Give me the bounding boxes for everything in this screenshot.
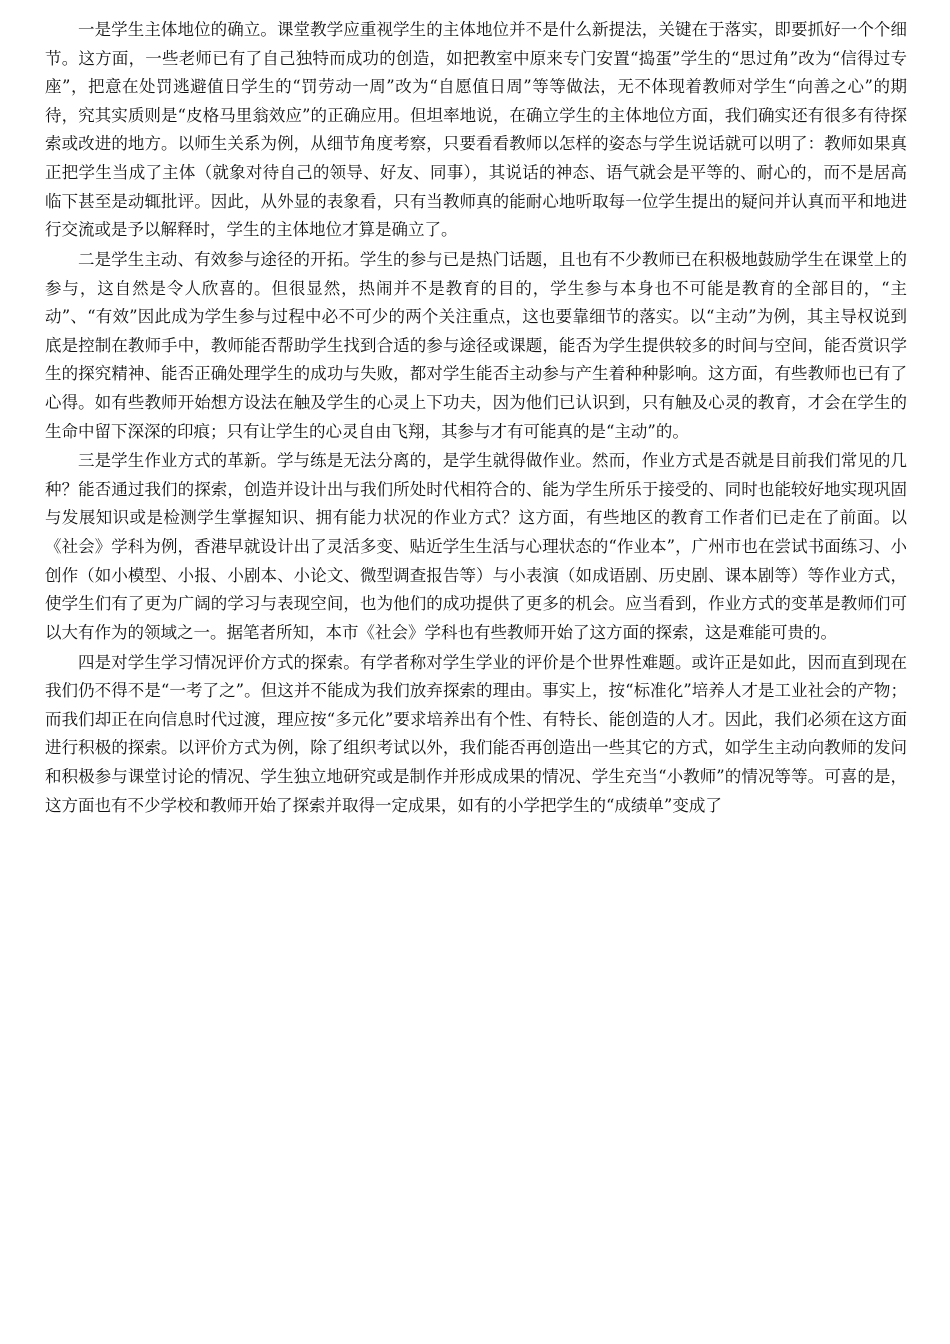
paragraph-1: 一是学生主体地位的确立。课堂教学应重视学生的主体地位并不是什么新提法，关键在于落实，即要抓好一个个细节。这方面，一些老师已有了自己独特而成功的创造，如把教室中原来专门安置“捣蛋”学生的“思过角”改为“信得过专座”，把意在处罚逃避值日学生的“罚劳动一周”改为“自愿值日周”等等做法，无不体现着教师对学生“向善之心”的期待，究其实质则是“皮格马里翁效应”的正确应用。但坦率地说，在确立学生的主体地位方面，我们确实还有很多有待探索或改进的地方。以师生关系为例，从细节角度考察，只要看看教师以怎样的姿态与学生说话就可以明了：教师如果真正把学生当成了主体（就象对待自己的领导、好友、同事），其说话的神态、语气就会是平等的、耐心的，而不是居高临下甚至是动辄批评。因此，从外显的表象看，只有当教师真的能耐心地听取每一位学生提出的疑问并认真而平和地进行交流或是予以解释时，学生的主体地位才算是确立了。 (45, 20, 907, 240)
paragraph-4: 四是对学生学习情况评价方式的探索。有学者称对学生学业的评价是个世界性难题。或许正是如此，因而直到现在我们仍不得不是“一考了之”。但这并不能成为我们放弃探索的理由。事实上，按“标准化”培养人才是工业社会的产物；而我们却正在向信息时代过渡，理应按“多元化”要求培养出有个性、有特长、能创造的人才。因此，我们必须在这方面进行积极的探索。以评价方式为例，除了组织考试以外，我们能否再创造出一些其它的方式，如学生主动向教师的发问和积极参与课堂讨论的情况、学生独立地研究或是制作并形成成果的情况、学生充当“小教师”的情况等等。可喜的是，这方面也有不少学校和教师开始了探索并取得一定成果，如有的小学把学生的“成绩单”变成了 (45, 652, 907, 815)
paragraph-2: 二是学生主动、有效参与途径的开拓。学生的参与已是热门话题，且也有不少教师已在积极地鼓励学生在课堂上的参与，这自然是令人欣喜的。但很显然，热闹并不是教育的目的，学生参与本身也不可能是教育的全部目的，“主动”、“有效”因此成为学生参与过程中必不可少的两个关注重点，这也要靠细节的落实。以“主动”为例，其主导权说到底是控制在教师手中，教师能否帮助学生找到合适的参与途径或课题，能否为学生提供较多的时间与空间，能否赏识学生的探究精神、能否正确处理学生的成功与失败，都对学生能否主动参与产生着种种影响。这方面，有些教师也已有了心得。如有些教师开始想方设法在触及学生的心灵上下功夫，因为他们已认识到，只有触及心灵的教育，才会在学生的生命中留下深深的印痕；只有让学生的心灵自由飞翔，其参与才有可能真的是“主动”的。 (45, 249, 907, 441)
document-body (45, 16, 907, 820)
paragraph-3: 三是学生作业方式的革新。学与练是无法分离的，是学生就得做作业。然而，作业方式是否就是目前我们常见的几种？能否通过我们的探索，创造并设计出与我们所处时代相符合的、能为学生所乐于接受的、同时也能较好地实现巩固与发展知识或是检测学生掌握知识、拥有能力状况的作业方式？这方面，有些地区的教育工作者们已走在了前面。以《社会》学科为例，香港早就设计出了灵活多变、贴近学生生活与心理状态的“作业本”，广州市也在尝试书面练习、小创作（如小模型、小报、小剧本、小论文、微型调查报告等）与小表演（如成语剧、历史剧、课本剧等）等作业方式，使学生们有了更为广阔的学习与表现空间，也为他们的成功提供了更多的机会。应当看到，作业方式的变革是教师们可以大有作为的领域之一。据笔者所知，本市《社会》学科也有些教师开始了这方面的探索，这是难能可贵的。 (45, 451, 907, 642)
